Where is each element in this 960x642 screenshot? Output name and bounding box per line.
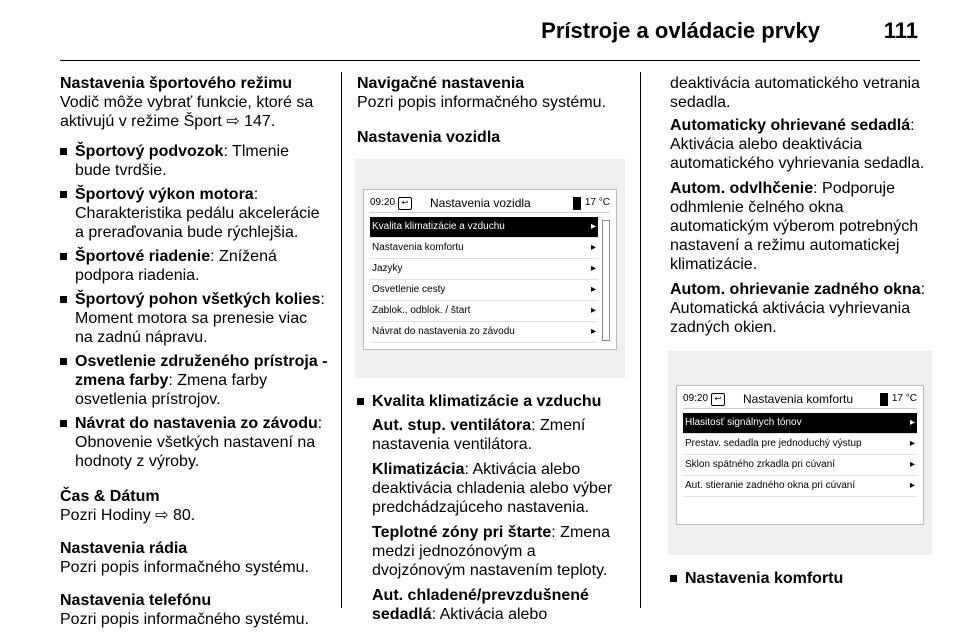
chevron-right-icon: ▸ [590, 242, 596, 253]
phone-heading: Nastavenia telefónu [60, 592, 212, 609]
sub-item [670, 280, 932, 337]
sub-item-label: Autom. odvlhčenie [670, 180, 814, 197]
screen-menu-item [370, 238, 598, 259]
screen-scrollbar [602, 220, 610, 341]
sub-item [670, 116, 932, 173]
screen-menu-item [370, 217, 598, 238]
sub-item-text: : Aktivácia alebo [431, 606, 548, 623]
screen-temperature: 17 °C [584, 197, 610, 208]
comfort-bullet: Nastavenia komfortu [670, 569, 932, 588]
back-icon: ↩ [711, 393, 725, 406]
bullet-item-text: : Tlmenie bude tvrdšie. [75, 143, 289, 179]
column-3 [670, 74, 932, 593]
bullet-item-label: Športový pohon všetkých kolies [75, 291, 321, 308]
bullet-item-label: Návrat do nastavenia zo závodu [75, 415, 318, 432]
bullet-item [60, 352, 328, 409]
screen-menu-item [683, 434, 917, 455]
sport-bullet-list [60, 142, 328, 471]
bullet-item-text: : Obnovenie všetkých nastavení na hodnoty z výroby. [75, 415, 323, 470]
bullet-item-label: Športový výkon motora [75, 186, 254, 203]
sub-item-label: Klimatizácia [372, 461, 465, 478]
display-screen [363, 189, 617, 350]
sub-item-label: Aut. chladené/prevzdušnené sedadlá [372, 587, 589, 623]
bullet-item-label: Športové riadenie [75, 248, 211, 265]
column-divider [640, 72, 641, 608]
sub-item [357, 460, 625, 517]
screen-status-bar [370, 194, 610, 213]
screen-menu-list [370, 217, 598, 343]
device-icon [880, 393, 888, 406]
sub-item-text: : Zmena medzi jednozónovým a dvojzónovým nastavením teploty. [372, 524, 610, 579]
screen-time: 09:20 [683, 393, 709, 404]
bullet-item [60, 142, 328, 180]
bullet-item [60, 247, 328, 285]
screen-menu-item-label: Zablok., odblok. / štart [372, 305, 471, 316]
chevron-right-icon: ▸ [590, 305, 596, 316]
vehicle-heading: Nastavenia vozidla [357, 129, 501, 146]
screen-time: 09:20 [370, 197, 396, 208]
screen-title: Nastavenia komfortu [743, 392, 854, 406]
sub-item-text: : Zmení nastavenia ventilátora. [372, 417, 586, 453]
chevron-right-icon: ▸ [590, 284, 596, 295]
column-2 [357, 74, 625, 630]
screen-menu-item-label: Kvalita klimatizácie a vzduchu [372, 221, 505, 232]
column-divider [341, 72, 342, 608]
chevron-right-icon: ▸ [909, 417, 915, 428]
sub-item-label: Automaticky ohrievané sedadlá [670, 117, 911, 134]
screen-menu-item-label: Sklon spätného zrkadla pri cúvaní [685, 459, 836, 470]
screen-menu-item-label: Prestav. sedadla pre jednoduchý výstup [685, 438, 862, 449]
climate-bullet: Kvalita klimatizácie a vzduchu [357, 392, 625, 411]
bullet-item [60, 414, 328, 471]
sub-item-label: Teplotné zóny pri štarte [372, 524, 552, 541]
sub-item [357, 586, 625, 624]
bullet-item-text: : Moment motora sa prenesie viac na zadnú nápravu. [75, 291, 325, 346]
page-number: 111 [883, 18, 918, 43]
comfort-settings-screen-image [668, 351, 932, 555]
sub-item-text: : Aktivácia alebo deaktivácia automatického vyhrievania sedadla. [670, 117, 925, 172]
bullet-item [60, 290, 328, 347]
sub-item [357, 523, 625, 580]
radio-heading: Nastavenia rádia [60, 540, 188, 557]
sport-text: Vodič môže vybrať funkcie, ktoré sa aktivujú v režime Šport ⇨ 147. [60, 94, 314, 130]
chevron-right-icon: ▸ [590, 326, 596, 337]
header-divider [60, 60, 920, 61]
back-icon: ↩ [398, 197, 412, 210]
chevron-right-icon: ▸ [909, 438, 915, 449]
display-screen [676, 385, 924, 525]
screen-menu-item [683, 413, 917, 434]
sub-item-label: Autom. ohrievanie zadného okna [670, 281, 921, 298]
phone-text: Pozri popis informačného systému. [60, 611, 309, 628]
screen-menu-item-label: Návrat do nastavenia zo závodu [372, 326, 515, 337]
screen-menu-item-label: Aut. stieranie zadného okna pri cúvaní [685, 480, 856, 491]
screen-menu-item-label: Osvetlenie cesty [372, 284, 446, 295]
bullet-item-text: : Zmena farby osvetlenia prístrojov. [75, 372, 268, 408]
chevron-right-icon: ▸ [909, 459, 915, 470]
bullet-item [60, 185, 328, 242]
screen-menu-item-label: Nastavenia komfortu [372, 242, 464, 253]
screen-menu-item [370, 322, 598, 343]
bullet-item-text: : Charakteristika pedálu akcelerácie a preraďovania bude rýchlejšia. [75, 186, 320, 241]
chevron-right-icon: ▸ [590, 221, 596, 232]
section-title: Prístroje a ovládacie prvky [541, 18, 820, 43]
screen-menu-item [370, 280, 598, 301]
device-icon [573, 197, 581, 210]
bullet-item-text: : Znížená podpora riadenia. [75, 248, 277, 284]
climate-sub-list-continued [670, 116, 932, 337]
continued-text: deaktivácia automatického vetrania sedadla. [670, 75, 920, 111]
sub-item-text: : Podporuje odhmlenie čelného okna automatickým výberom potrebných nastavení a režimu automatickej klimatizácie. [670, 180, 919, 273]
column-1 [60, 74, 328, 640]
nav-text: Pozri popis informačného systému. [357, 94, 606, 111]
time-heading: Čas & Dátum [60, 488, 160, 505]
time-text: Pozri Hodiny ⇨ 80. [60, 507, 196, 524]
sub-item-text: : Aktivácia alebo deaktivácia chladenia alebo výber predchádzajúceho nastavenia. [372, 461, 613, 516]
screen-menu-item [683, 455, 917, 476]
screen-title: Nastavenia vozidla [430, 196, 531, 210]
sub-item-label: Aut. stup. ventilátora [372, 417, 532, 434]
sub-item-text: : Automatická aktivácia vyhrievania zadných okien. [670, 281, 926, 336]
bullet-item-label: Športový podvozok [75, 143, 224, 160]
sub-item [670, 179, 932, 274]
bullet-item-label: Osvetlenie združeného prístroja - zmena farby [75, 353, 328, 389]
screen-menu-item [370, 301, 598, 322]
nav-heading: Navigačné nastavenia [357, 75, 525, 92]
chevron-right-icon: ▸ [590, 263, 596, 274]
climate-sub-list [357, 416, 625, 624]
screen-menu-item-label: Hlasitosť signálnych tónov [685, 417, 802, 428]
screen-menu-item [683, 476, 917, 497]
screen-status-bar [683, 390, 917, 409]
screen-menu-item-label: Jazyky [372, 263, 403, 274]
radio-text: Pozri popis informačného systému. [60, 559, 309, 576]
screen-temperature: 17 °C [891, 393, 917, 404]
sub-item [357, 416, 625, 454]
chevron-right-icon: ▸ [909, 480, 915, 491]
sport-heading: Nastavenia športového režimu [60, 75, 293, 92]
screen-menu-list [683, 413, 917, 497]
vehicle-settings-screen-image [355, 159, 625, 378]
screen-menu-item [370, 259, 598, 280]
